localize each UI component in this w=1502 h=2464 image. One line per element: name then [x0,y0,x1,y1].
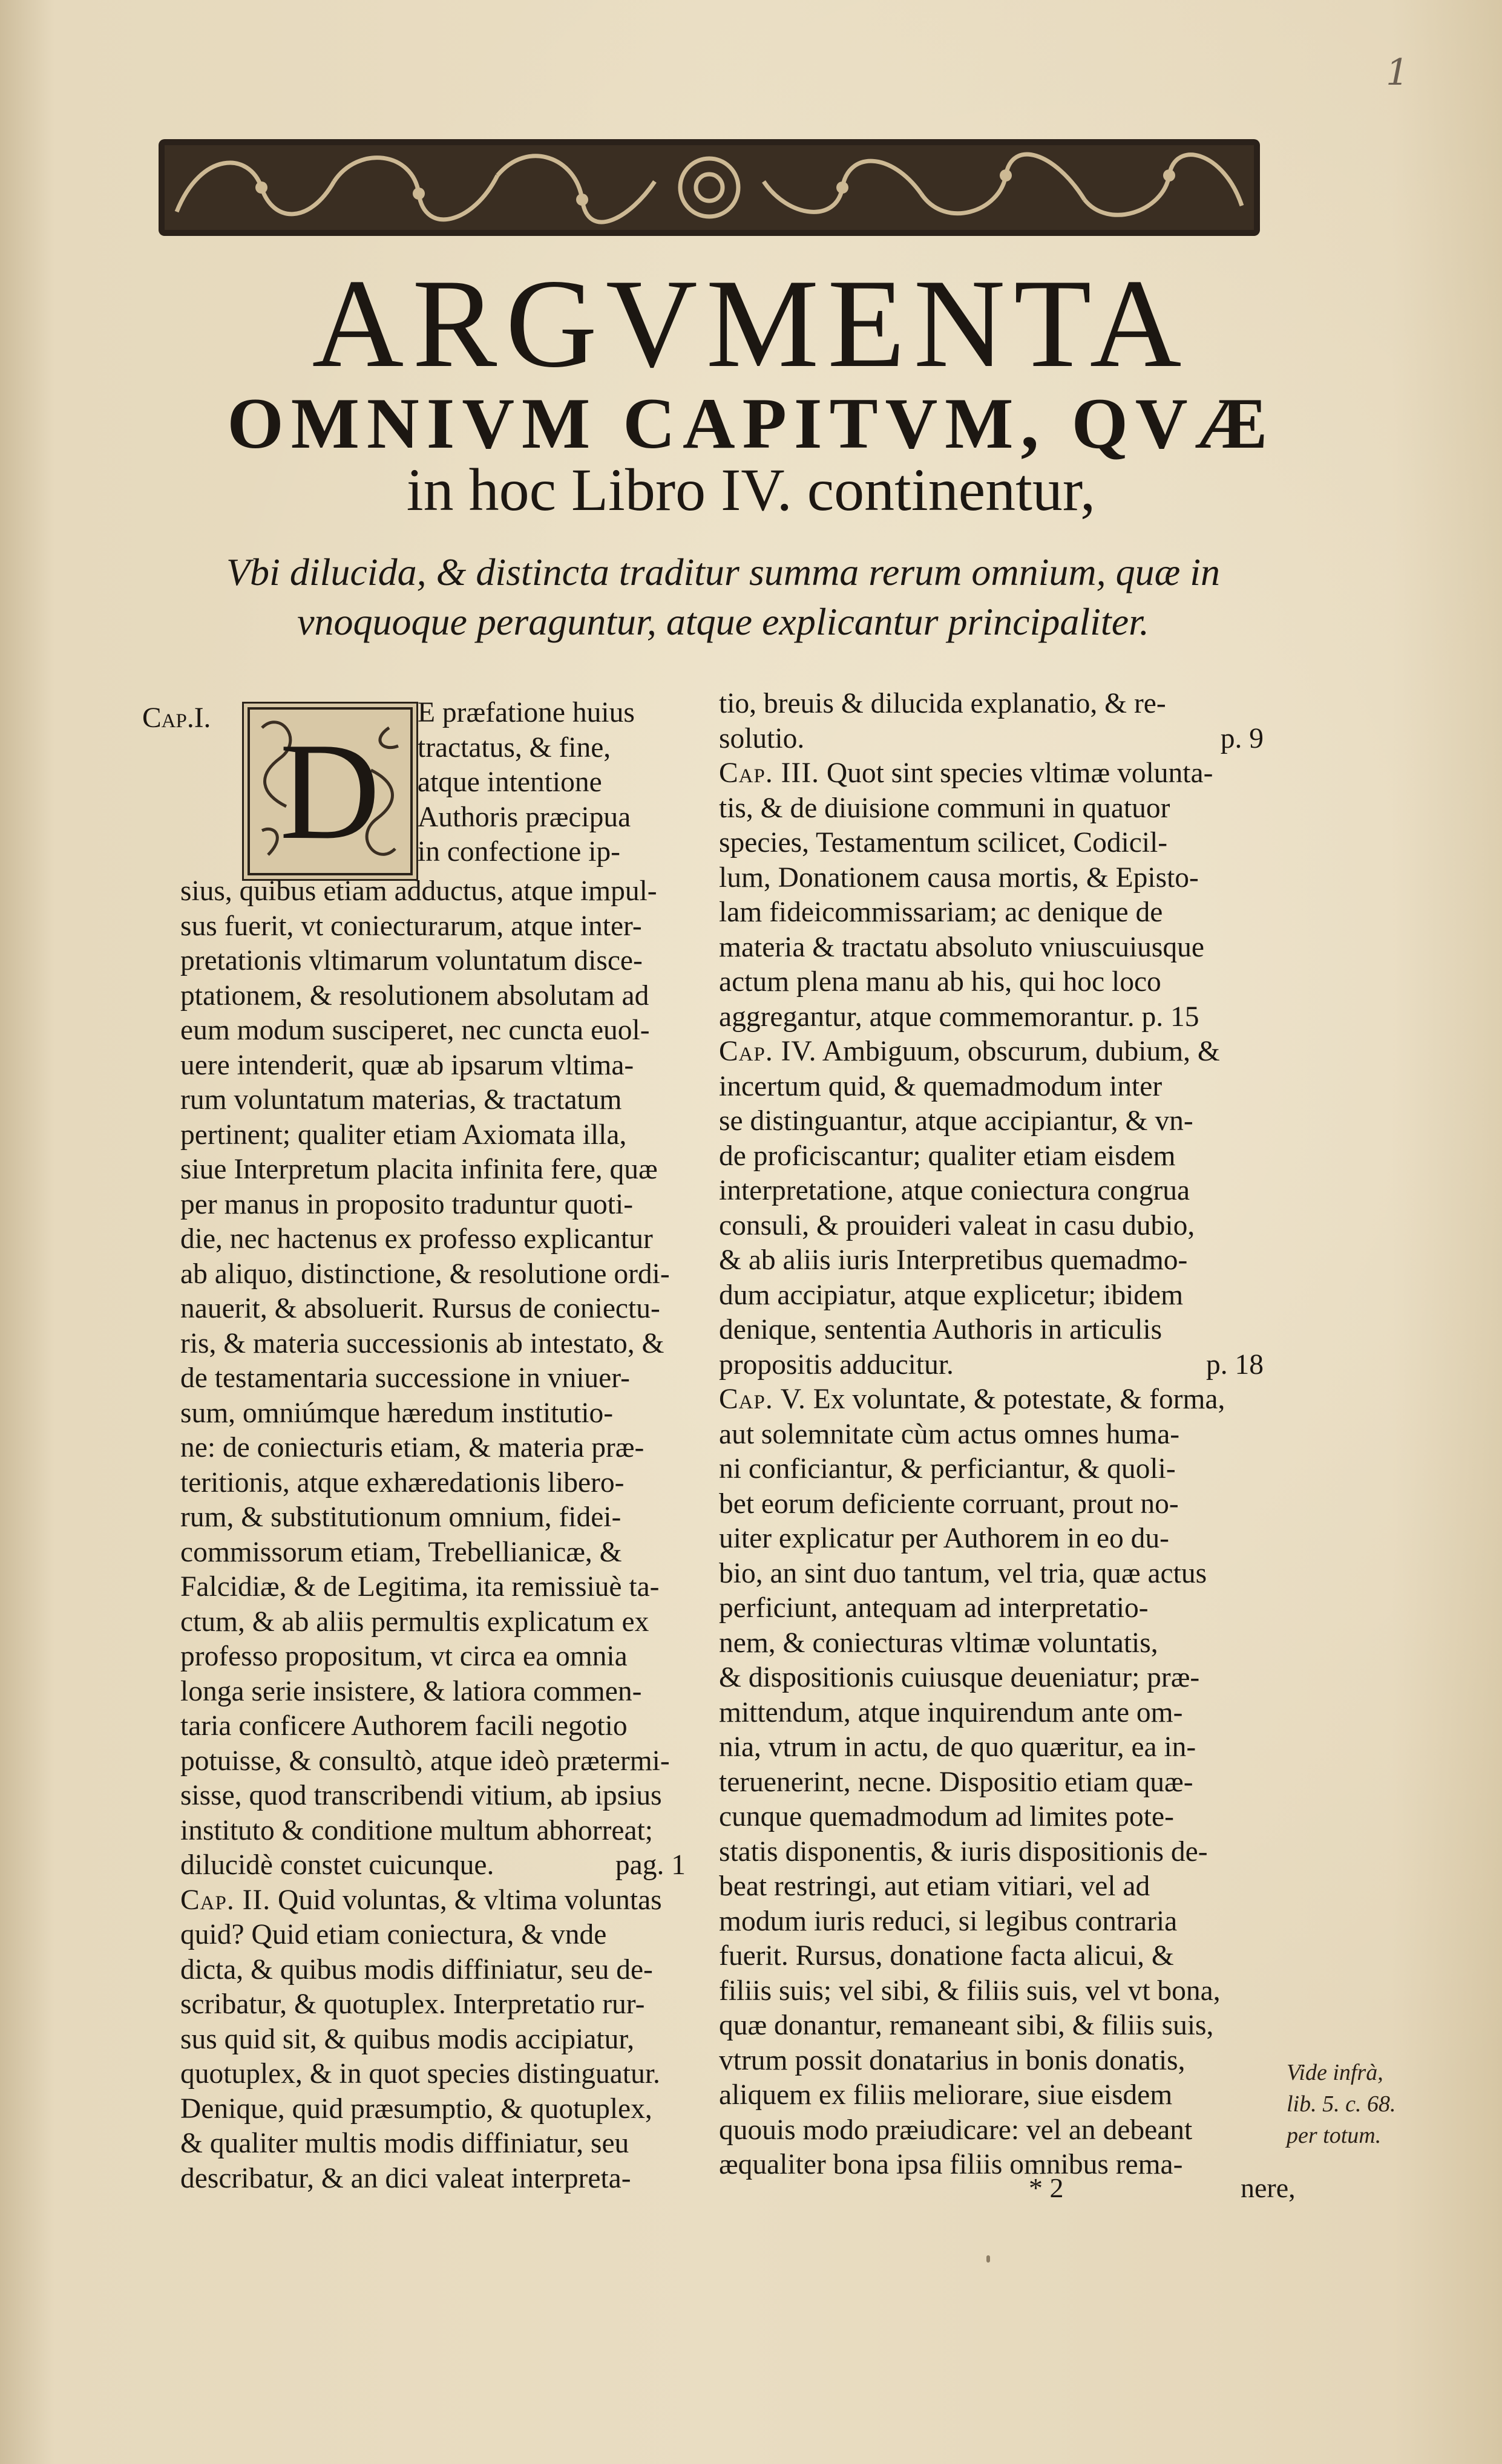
cap4-first: Ambiguum, obscurum, dubium, & [822,1036,1220,1067]
text-line: nem, & coniecturas vltimæ voluntatis, [719,1627,1158,1659]
text-line: modum iuris reduci, si legibus contraria [719,1905,1178,1937]
text-line: per manus in proposito traduntur quoti- [180,1188,634,1220]
text-line: vtrum possit donatarius in bonis donatis, [719,2044,1186,2076]
folio-mark: 1 [1386,51,1409,94]
drop-line: Authoris præcipua [418,801,631,833]
page-ref: p. 9 [1220,722,1264,754]
text-line: uere intenderit, quæ ab ipsarum vltima- [180,1049,634,1081]
text-line: nauerit, & absoluerit. Rursus de coniectu- [180,1293,660,1324]
dropcap-ornament [242,702,418,881]
text-line: teritionis, atque exhæredationis libero- [180,1466,625,1498]
text-line: instituto & conditione multum abhorreat; [180,1814,653,1846]
text-line: scribatur, & quotuplex. Interpretatio rur- [180,1989,645,2020]
cap2-heading-line [180,1883,686,1918]
text-line: lam fideicommissariam; ac denique de [719,897,1163,928]
left-column [180,874,686,2196]
ink-speck [986,2255,990,2263]
text-segment: solutio. [719,722,805,754]
text-line-with-ref [719,722,1264,757]
text-line: se distinguantur, atque accipiantur, & vn- [719,1105,1193,1137]
text-line: longa serie insistere, & latiora commen- [180,1675,642,1707]
text-line: rum voluntatum materias, & tractatum [180,1084,622,1116]
text-line: de testamentaria successione in vniuer- [180,1362,630,1394]
text-line: quouis modo præiudicare: vel an debeant [719,2114,1193,2146]
text-line: species, Testamentum scilicet, Codicil- [719,827,1168,858]
margin-note-line: Vide infrà, [1287,2060,1383,2085]
text-line: cunque quemadmodum ad limites pote- [719,1801,1174,1832]
text-line: fuerit. Rursus, donatione facta alicui, & [719,1940,1174,1972]
text-line: pretationis vltimarum voluntatum disce- [180,945,643,976]
cap5-label: Cap. V. [719,1384,806,1415]
text-line: denique, sententia Authoris in articulis [719,1314,1163,1345]
drop-line: E præfatione huius [418,697,635,728]
text-line: aggregantur, atque commemorantur. p. 15 [719,1001,1199,1033]
dropcap-svg [244,704,416,879]
text-line: beat restringi, aut etiam vitiari, vel ad [719,1871,1150,1902]
text-line: dicta, & quibus modis diffiniatur, seu de- [180,1953,653,1985]
text-line: bio, an sint duo tantum, vel tria, quæ actus [719,1557,1207,1589]
dropcap-adjacent-lines [418,687,684,870]
right-column [719,687,1264,2183]
text-segment: propositis adducitur. [719,1348,954,1381]
subtitle-line-1: Vbi dilucida, & distincta traditur summa rerum omnium, quæ in [226,551,1221,593]
text-line: die, nec hactenus ex professo explicantur [180,1223,653,1255]
title-line-3: in hoc Libro IV. continentur, [406,456,1096,523]
page-ref: pag. 1 [615,1849,686,1881]
text-line: ris, & materia successionis ab intestato, & [180,1327,664,1359]
subtitle-line-2: vnoquoque peraguntur, atque explicantur principaliter. [297,600,1149,643]
text-line: consuli, & prouideri valeat in casu dubio, [719,1209,1195,1241]
text-line: sum, omniúmque hæredum institutio- [180,1397,614,1429]
text-line: ne: de coniecturis etiam, & materia præ- [180,1432,644,1463]
text-segment: dilucidè constet cuicunque. [180,1849,494,1881]
text-line: quid? Quid etiam coniectura, & vnde [180,1919,607,1950]
text-line: ni conficiantur, & perficiantur, & quoli- [719,1453,1176,1485]
text-line: nia, vtrum in actu, de quo quæritur, ea in- [719,1731,1196,1763]
title-line-1: ARGVMENTA [312,253,1190,394]
text-line: eum modum susciperet, nec cuncta euol- [180,1015,650,1046]
title-line-2: OMNIVM CAPITVM, QVÆ [227,383,1275,463]
margin-note-line: lib. 5. c. 68. [1287,2091,1396,2117]
margin-note [1287,2057,1426,2151]
text-line: & ab aliis iuris Interpretibus quemadmo- [719,1244,1188,1276]
text-line: taria conficere Authorem facili negotio [180,1710,628,1742]
text-line: Falcidiæ, & de Legitima, ita remissiuè ta- [180,1571,660,1603]
text-line: & dispositionis cuiusque deueniatur; præ- [719,1662,1200,1693]
text-line: pertinent; qualiter etiam Axiomata illa, [180,1119,627,1151]
drop-line: tractatus, & fine, [418,731,611,763]
dropcap-letter: D [279,714,381,868]
margin-note-line: per totum. [1287,2123,1382,2148]
subtitle [169,547,1277,647]
cap2-label: Cap. II. [180,1884,271,1916]
text-line-with-ref [719,1348,1264,1383]
text-line-with-ref [180,1848,686,1883]
text-line: lum, Donationem causa mortis, & Episto- [719,861,1199,894]
text-line: sus fuerit, vt coniecturarum, atque inter- [180,910,642,942]
cap4-label: Cap. IV. [719,1036,817,1067]
text-line: ab aliquo, distinctione, & resolutione ordi- [180,1258,670,1290]
headpiece-ornament [159,139,1260,236]
text-line: sus quid sit, & quibus modis accipiatur, [180,2023,635,2055]
text-line: Denique, quid præsumptio, & quotuplex, [180,2093,652,2125]
text-line: quæ donantur, remaneant sibi, & filiis suis, [719,2010,1214,2041]
text-line: ctum, & ab aliis permultis explicatum ex [180,1606,649,1638]
page-ref: p. 18 [1206,1348,1264,1381]
cap3-heading-line [719,756,1264,791]
text-line: dum accipiatur, atque explicetur; ibidem [719,1279,1184,1311]
catchword: nere, [1241,2172,1296,2203]
text-line: actum plena manu ab his, qui hoc loco [719,966,1161,998]
cap5-first: Ex voluntate, & potestate, & forma, [813,1384,1225,1415]
text-line: teruenerint, necne. Dispositio etiam quæ- [719,1766,1193,1798]
text-line: incertum quid, & quemadmodum inter [719,1070,1163,1102]
drop-line: atque intentione [418,766,602,798]
cap3-first: Quot sint species vltimæ volunta- [826,757,1213,789]
text-line: & qualiter multis modis diffiniatur, seu [180,2128,629,2159]
text-line: quotuplex, & in quot species distinguatur. [180,2058,660,2090]
cap4-heading-line [719,1034,1264,1070]
text-line: rum, & substitutionum omnium, fidei- [180,1502,621,1533]
text-line: mittendum, atque inquirendum ante om- [719,1696,1183,1728]
text-line: uiter explicatur per Authorem in eo du- [719,1523,1169,1554]
text-line: commissorum etiam, Trebellianicæ, & [180,1536,622,1568]
text-line: de proficiscantur; qualiter etiam eisdem [719,1140,1176,1172]
text-line: bet eorum deficiente corruant, prout no- [719,1488,1179,1520]
headpiece-ornament-svg [159,139,1260,236]
text-line: describatur, & an dici valeat interpreta- [180,2162,631,2194]
cap2-first: Quid voluntas, & vltima voluntas [278,1884,662,1916]
text-line: potuisse, & consultò, atque ideò prætermi- [180,1745,670,1777]
text-line: ptationem, & resolutionem absolutam ad [180,979,649,1011]
drop-line: in confectione ip- [418,836,621,868]
text-line: interpretatione, atque coniectura congrua [719,1175,1190,1206]
text-line: sius, quibus etiam adductus, atque impul- [180,875,657,907]
cap5-heading-line [719,1382,1264,1417]
text-line: aliquem ex filiis meliorare, siue eisdem [719,2079,1173,2111]
text-line: sisse, quod transcribendi vitium, ab ipsius [180,1780,662,1811]
cap1-label: Cap.I. [142,702,211,734]
text-line: tis, & de diuisione communi in quatuor [719,792,1170,824]
text-line: perficiunt, antequam ad interpretatio- [719,1592,1149,1624]
text-line: materia & tractatu absoluto vniuscuiusque [719,931,1205,963]
text-line: aut solemnitate cùm actus omnes huma- [719,1418,1180,1450]
cap3-label: Cap. III. [719,757,819,789]
text-line: æqualiter bona ipsa filiis omnibus rema- [719,2149,1183,2180]
signature-mark: * 2 [1029,2172,1064,2203]
text-line: statis disponentis, & iuris dispositionis de- [719,1835,1208,1868]
text-line: filiis suis; vel sibi, & filiis suis, vel vt bona, [719,1975,1221,2007]
text-line: tio, breuis & dilucida explanatio, & re- [719,688,1166,719]
text-line: siue Interpretum placita infinita fere, quæ [180,1154,658,1185]
text-line: professo propositum, vt circa ea omnia [180,1641,628,1672]
